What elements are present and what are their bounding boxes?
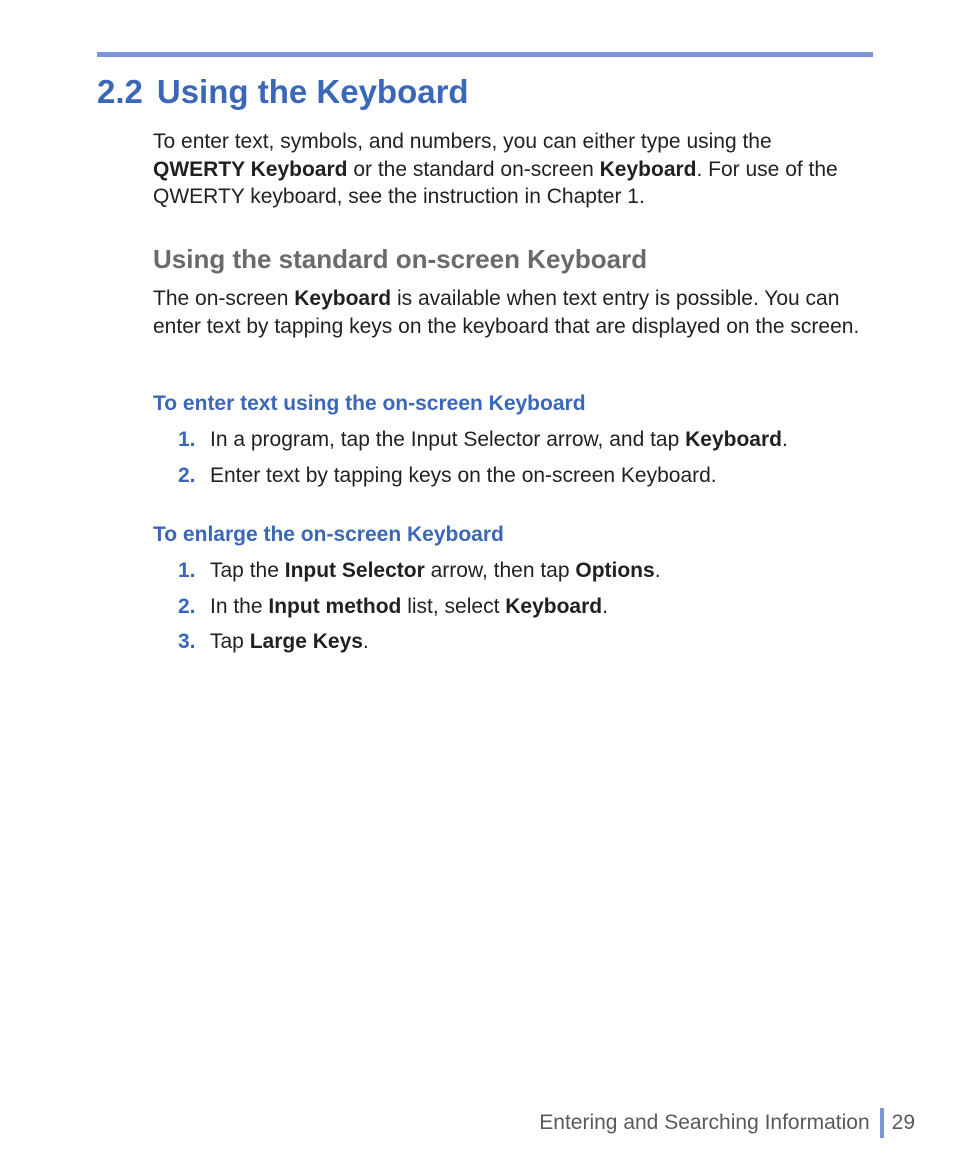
step-text: Tap the bbox=[210, 559, 285, 582]
step-text: list, select bbox=[401, 595, 506, 618]
step-text: . bbox=[654, 559, 661, 582]
intro-text-1: To enter text, symbols, and numbers, you can either type using the bbox=[153, 130, 772, 153]
step-number: 1. bbox=[178, 559, 196, 582]
step-text: Tap bbox=[210, 630, 250, 653]
step-text: . bbox=[362, 630, 369, 653]
step-text: . bbox=[602, 595, 608, 618]
intro-text-2: or the standard on-screen bbox=[347, 157, 600, 181]
procedure1-step-1 bbox=[178, 427, 788, 453]
intro-bold-2: Keyboard bbox=[599, 157, 697, 181]
step-number: 2. bbox=[178, 595, 196, 618]
section-number: 2.2 bbox=[97, 73, 143, 110]
section-title bbox=[97, 73, 469, 111]
subsection-text-2: is available when text entry is possible. You can enter text by tapping keys on the keyboard that are displayed on the screen. bbox=[153, 287, 860, 338]
page-number: 29 bbox=[891, 1111, 915, 1134]
step-text: arrow, then tap bbox=[424, 559, 576, 582]
step-bold: Options bbox=[575, 559, 655, 582]
step-text: . bbox=[781, 428, 788, 451]
step-number: 2. bbox=[178, 464, 196, 487]
intro-text-3: . For use of the QWERTY keyboard, see the instruction in Chapter 1. bbox=[153, 157, 838, 208]
step-bold: Keyboard bbox=[505, 595, 603, 618]
subsection-text-1: The on-screen bbox=[153, 287, 295, 310]
step-text: In the bbox=[210, 595, 269, 618]
procedure2-step-1 bbox=[178, 558, 661, 584]
procedure1-step-2 bbox=[178, 463, 717, 489]
step-bold: Keyboard bbox=[685, 428, 782, 451]
procedure2-title: To enlarge the on-screen Keyboard bbox=[153, 523, 504, 546]
footer-separator bbox=[880, 1108, 884, 1138]
step-text: In a program, tap the Input Selector arrow, and tap bbox=[210, 428, 686, 451]
subsection-bold-1: Keyboard bbox=[294, 287, 392, 310]
step-number: 3. bbox=[178, 630, 196, 653]
section-title-text: Using the Keyboard bbox=[156, 73, 469, 110]
subsection-title: Using the standard on-screen Keyboard bbox=[153, 244, 648, 274]
procedure1-title: To enter text using the on-screen Keyboard bbox=[153, 392, 586, 415]
page-footer bbox=[539, 1108, 915, 1138]
intro-paragraph bbox=[153, 128, 868, 211]
step-number: 1. bbox=[178, 428, 196, 451]
step-bold: Input method bbox=[268, 595, 402, 618]
procedure2-step-3 bbox=[178, 629, 369, 655]
intro-bold-1: QWERTY Keyboard bbox=[153, 157, 348, 181]
footer-chapter: Entering and Searching Information bbox=[539, 1111, 870, 1134]
top-rule bbox=[97, 52, 873, 57]
procedure2-step-2 bbox=[178, 594, 608, 620]
subsection-paragraph bbox=[153, 285, 868, 340]
step-bold: Large Keys bbox=[249, 630, 363, 653]
step-bold: Input Selector bbox=[284, 559, 425, 582]
step-text: Enter text by tapping keys on the on-screen Keyboard. bbox=[210, 464, 717, 487]
